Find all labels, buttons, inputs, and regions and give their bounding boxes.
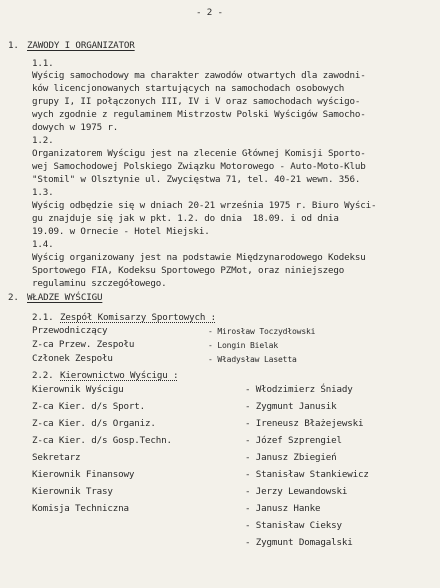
staff-role: Kierownik Wyścigu [32, 384, 124, 395]
para-1-1-line: dowych w 1975 r. [32, 122, 119, 133]
para-1-4-number: 1.4. [32, 239, 54, 250]
commissioner-role: Z-ca Przew. Zespołu [32, 339, 135, 350]
staff-name: - Józef Szprengiel [245, 435, 342, 446]
staff-role: Komisja Techniczna [32, 503, 129, 514]
staff-name: - Ireneusz Błażejewski [245, 418, 364, 429]
para-2-1-number: 2.1. [32, 312, 54, 323]
para-2-1-title: Zespół Komisarzy Sportowych : [60, 312, 217, 323]
staff-name: - Janusz Hanke [245, 503, 321, 514]
commissioner-name: - Mirosław Toczydłowski [208, 327, 316, 336]
para-1-1-number: 1.1. [32, 58, 54, 69]
staff-name: - Jerzy Lewandowski [245, 486, 348, 497]
para-1-2-line: wej Samochodowej Polskiego Związku Motorowego - Auto-Moto-Klub [32, 161, 366, 172]
commissioner-role: Członek Zespołu [32, 353, 113, 364]
para-1-4-line: Sportowego FIA, Kodeksu Sportowego PZMot, oraz niniejszego [32, 265, 345, 276]
staff-role: Sekretarz [32, 452, 81, 463]
staff-name: - Włodzimierz Śniady [245, 384, 353, 395]
para-1-1-line: grupy I, II połączonych III, IV i V oraz samochodach wyścigo- [32, 96, 361, 107]
page-number: - 2 - [196, 7, 223, 18]
staff-role: Kierownik Trasy [32, 486, 113, 497]
staff-role: Z-ca Kier. d/s Sport. [32, 401, 146, 412]
para-1-4-line: regulaminu szczegółowego. [32, 278, 167, 289]
para-1-3-line: 19.09. w Ornecie - Hotel Miejski. [32, 226, 210, 237]
para-1-2-line: "Stomil" w Olsztynie ul. Zwycięstwa 71, tel. 40-21 wewn. 356. [32, 174, 361, 185]
staff-role: Z-ca Kier. d/s Gosp.Techn. [32, 435, 172, 446]
commissioner-name: - Władysław Lasetta [208, 355, 297, 364]
commissioner-name: - Longin Bielak [208, 341, 278, 350]
para-1-2-number: 1.2. [32, 135, 54, 146]
para-1-1-line: ków licencjonowanych startujących na samochodach osobowych [32, 83, 345, 94]
para-1-3-line: Wyścig odbędzie się w dniach 20-21 września 1975 r. Biuro Wyści- [32, 200, 377, 211]
staff-name: - Zygmunt Domagalski [245, 537, 353, 548]
para-1-3-line: gu znajduje się jak w pkt. 1.2. do dnia 18.09. i od dnia [32, 213, 339, 224]
staff-role: Kierownik Finansowy [32, 469, 135, 480]
para-1-4-line: Wyścig organizowany jest na podstawie Międzynarodowego Kodeksu [32, 252, 366, 263]
para-2-2-number: 2.2. [32, 370, 54, 381]
para-2-2-title: Kierownictwo Wyścigu : [60, 370, 179, 381]
para-1-1-line: Wyścig samochodowy ma charakter zawodów otwartych dla zawodni- [32, 70, 366, 81]
staff-name: - Zygmunt Janusik [245, 401, 337, 412]
staff-role: Z-ca Kier. d/s Organiz. [32, 418, 156, 429]
para-1-3-number: 1.3. [32, 187, 54, 198]
para-1-2-line: Organizatorem Wyścigu jest na zlecenie Głównej Komisji Sporto- [32, 148, 366, 159]
staff-name: - Stanisław Stankiewicz [245, 469, 369, 480]
section-1-number: 1. [8, 40, 19, 51]
section-1-title: ZAWODY I ORGANIZATOR [27, 40, 135, 51]
staff-name: - Stanisław Cieksy [245, 520, 342, 531]
para-1-1-line: wych zgodnie z regulaminem Mistrzostw Polski Wyścigów Samocho- [32, 109, 366, 120]
section-2-title: WŁADZE WYŚCIGU [27, 292, 103, 303]
section-2-number: 2. [8, 292, 19, 303]
staff-name: - Janusz Zbiegień [245, 452, 337, 463]
commissioner-role: Przewodniczący [32, 325, 108, 336]
